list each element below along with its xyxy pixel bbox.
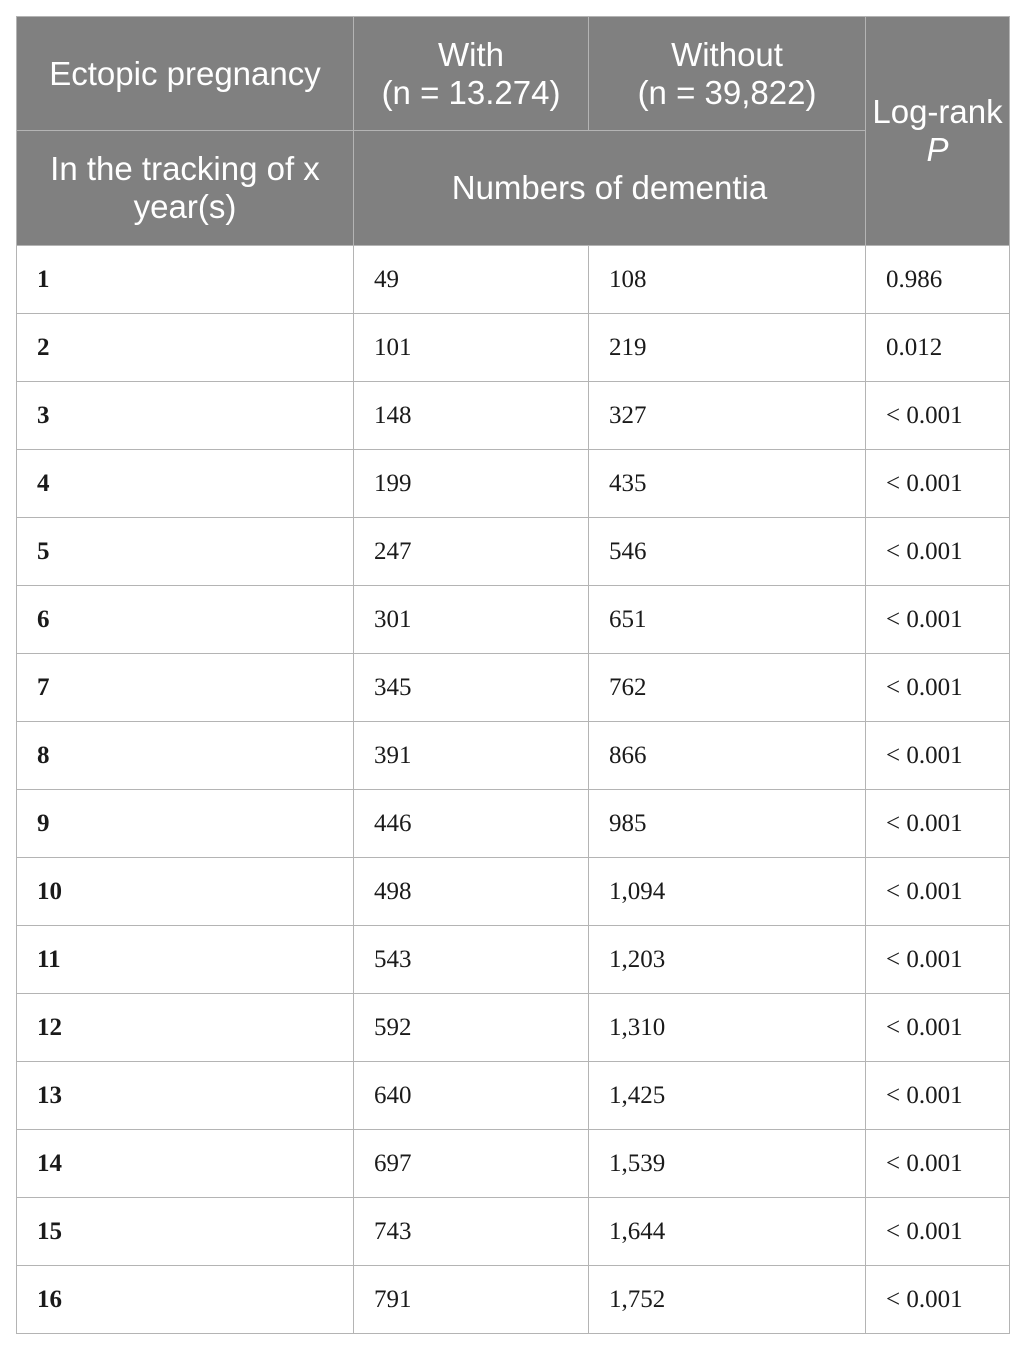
cell-p-value: < 0.001 xyxy=(866,1266,1010,1334)
table-row xyxy=(17,994,1010,1062)
cell-without: 866 xyxy=(589,722,866,790)
cell-without: 1,644 xyxy=(589,1198,866,1266)
cell-with: 199 xyxy=(354,450,589,518)
cell-without: 546 xyxy=(589,518,866,586)
table-row xyxy=(17,518,1010,586)
cell-with: 697 xyxy=(354,1130,589,1198)
cell-year: 10 xyxy=(17,858,354,926)
cell-with: 640 xyxy=(354,1062,589,1130)
table-row xyxy=(17,246,1010,314)
cell-with: 498 xyxy=(354,858,589,926)
cell-with: 743 xyxy=(354,1198,589,1266)
header-ectopic-pregnancy: Ectopic pregnancy xyxy=(17,17,354,131)
header-with-n: (n = 13.274) xyxy=(381,73,561,111)
cell-without: 1,752 xyxy=(589,1266,866,1334)
table-header xyxy=(17,17,1010,246)
cell-year: 16 xyxy=(17,1266,354,1334)
cell-p-value: < 0.001 xyxy=(866,450,1010,518)
cell-year: 7 xyxy=(17,654,354,722)
table-row xyxy=(17,790,1010,858)
cell-year: 11 xyxy=(17,926,354,994)
cell-p-value: < 0.001 xyxy=(866,1130,1010,1198)
cell-p-value: < 0.001 xyxy=(866,1062,1010,1130)
table-body xyxy=(17,246,1010,1334)
cell-with: 49 xyxy=(354,246,589,314)
cell-without: 1,425 xyxy=(589,1062,866,1130)
cell-with: 791 xyxy=(354,1266,589,1334)
cell-with: 391 xyxy=(354,722,589,790)
table-row xyxy=(17,314,1010,382)
cell-without: 651 xyxy=(589,586,866,654)
header-row-1 xyxy=(17,17,1010,131)
cell-with: 101 xyxy=(354,314,589,382)
cell-with: 543 xyxy=(354,926,589,994)
cell-year: 6 xyxy=(17,586,354,654)
cell-year: 3 xyxy=(17,382,354,450)
cell-p-value: < 0.001 xyxy=(866,722,1010,790)
cell-p-value: < 0.001 xyxy=(866,926,1010,994)
table-row xyxy=(17,858,1010,926)
header-with xyxy=(354,17,589,131)
cell-year: 15 xyxy=(17,1198,354,1266)
header-tracking-years: In the tracking of x year(s) xyxy=(17,131,354,246)
cell-year: 9 xyxy=(17,790,354,858)
cell-without: 762 xyxy=(589,654,866,722)
table-row xyxy=(17,926,1010,994)
table-row xyxy=(17,1266,1010,1334)
table-row xyxy=(17,1198,1010,1266)
cell-without: 1,310 xyxy=(589,994,866,1062)
cell-without: 219 xyxy=(589,314,866,382)
cell-year: 13 xyxy=(17,1062,354,1130)
header-numbers-of-dementia: Numbers of dementia xyxy=(354,131,866,246)
cell-without: 1,203 xyxy=(589,926,866,994)
table-row xyxy=(17,382,1010,450)
dementia-table xyxy=(16,16,1010,1334)
cell-without: 1,539 xyxy=(589,1130,866,1198)
cell-without: 435 xyxy=(589,450,866,518)
header-without-n: (n = 39,822) xyxy=(637,73,817,111)
cell-with: 148 xyxy=(354,382,589,450)
cell-year: 14 xyxy=(17,1130,354,1198)
cell-with: 301 xyxy=(354,586,589,654)
cell-p-value: < 0.001 xyxy=(866,994,1010,1062)
cell-p-value: 0.986 xyxy=(866,246,1010,314)
table-row xyxy=(17,1062,1010,1130)
cell-year: 5 xyxy=(17,518,354,586)
cell-with: 446 xyxy=(354,790,589,858)
cell-with: 592 xyxy=(354,994,589,1062)
table-row xyxy=(17,722,1010,790)
cell-year: 12 xyxy=(17,994,354,1062)
header-p-label: P xyxy=(926,131,949,168)
header-row-2 xyxy=(17,131,1010,246)
cell-without: 985 xyxy=(589,790,866,858)
cell-p-value: 0.012 xyxy=(866,314,1010,382)
header-logrank-label: Log-rank xyxy=(872,93,1003,130)
cell-year: 4 xyxy=(17,450,354,518)
cell-p-value: < 0.001 xyxy=(866,1198,1010,1266)
cell-year: 1 xyxy=(17,246,354,314)
table-row xyxy=(17,586,1010,654)
cell-year: 2 xyxy=(17,314,354,382)
header-logrank-p xyxy=(866,17,1010,246)
header-without xyxy=(589,17,866,131)
cell-without: 1,094 xyxy=(589,858,866,926)
header-without-label: Without xyxy=(671,35,783,73)
cell-without: 108 xyxy=(589,246,866,314)
table-row xyxy=(17,654,1010,722)
table-row xyxy=(17,450,1010,518)
cell-without: 327 xyxy=(589,382,866,450)
cell-p-value: < 0.001 xyxy=(866,518,1010,586)
cell-with: 247 xyxy=(354,518,589,586)
cell-p-value: < 0.001 xyxy=(866,790,1010,858)
cell-p-value: < 0.001 xyxy=(866,586,1010,654)
header-with-label: With xyxy=(438,35,504,73)
cell-p-value: < 0.001 xyxy=(866,654,1010,722)
dementia-table-container xyxy=(16,16,1009,1334)
cell-p-value: < 0.001 xyxy=(866,858,1010,926)
cell-year: 8 xyxy=(17,722,354,790)
cell-p-value: < 0.001 xyxy=(866,382,1010,450)
cell-with: 345 xyxy=(354,654,589,722)
table-row xyxy=(17,1130,1010,1198)
